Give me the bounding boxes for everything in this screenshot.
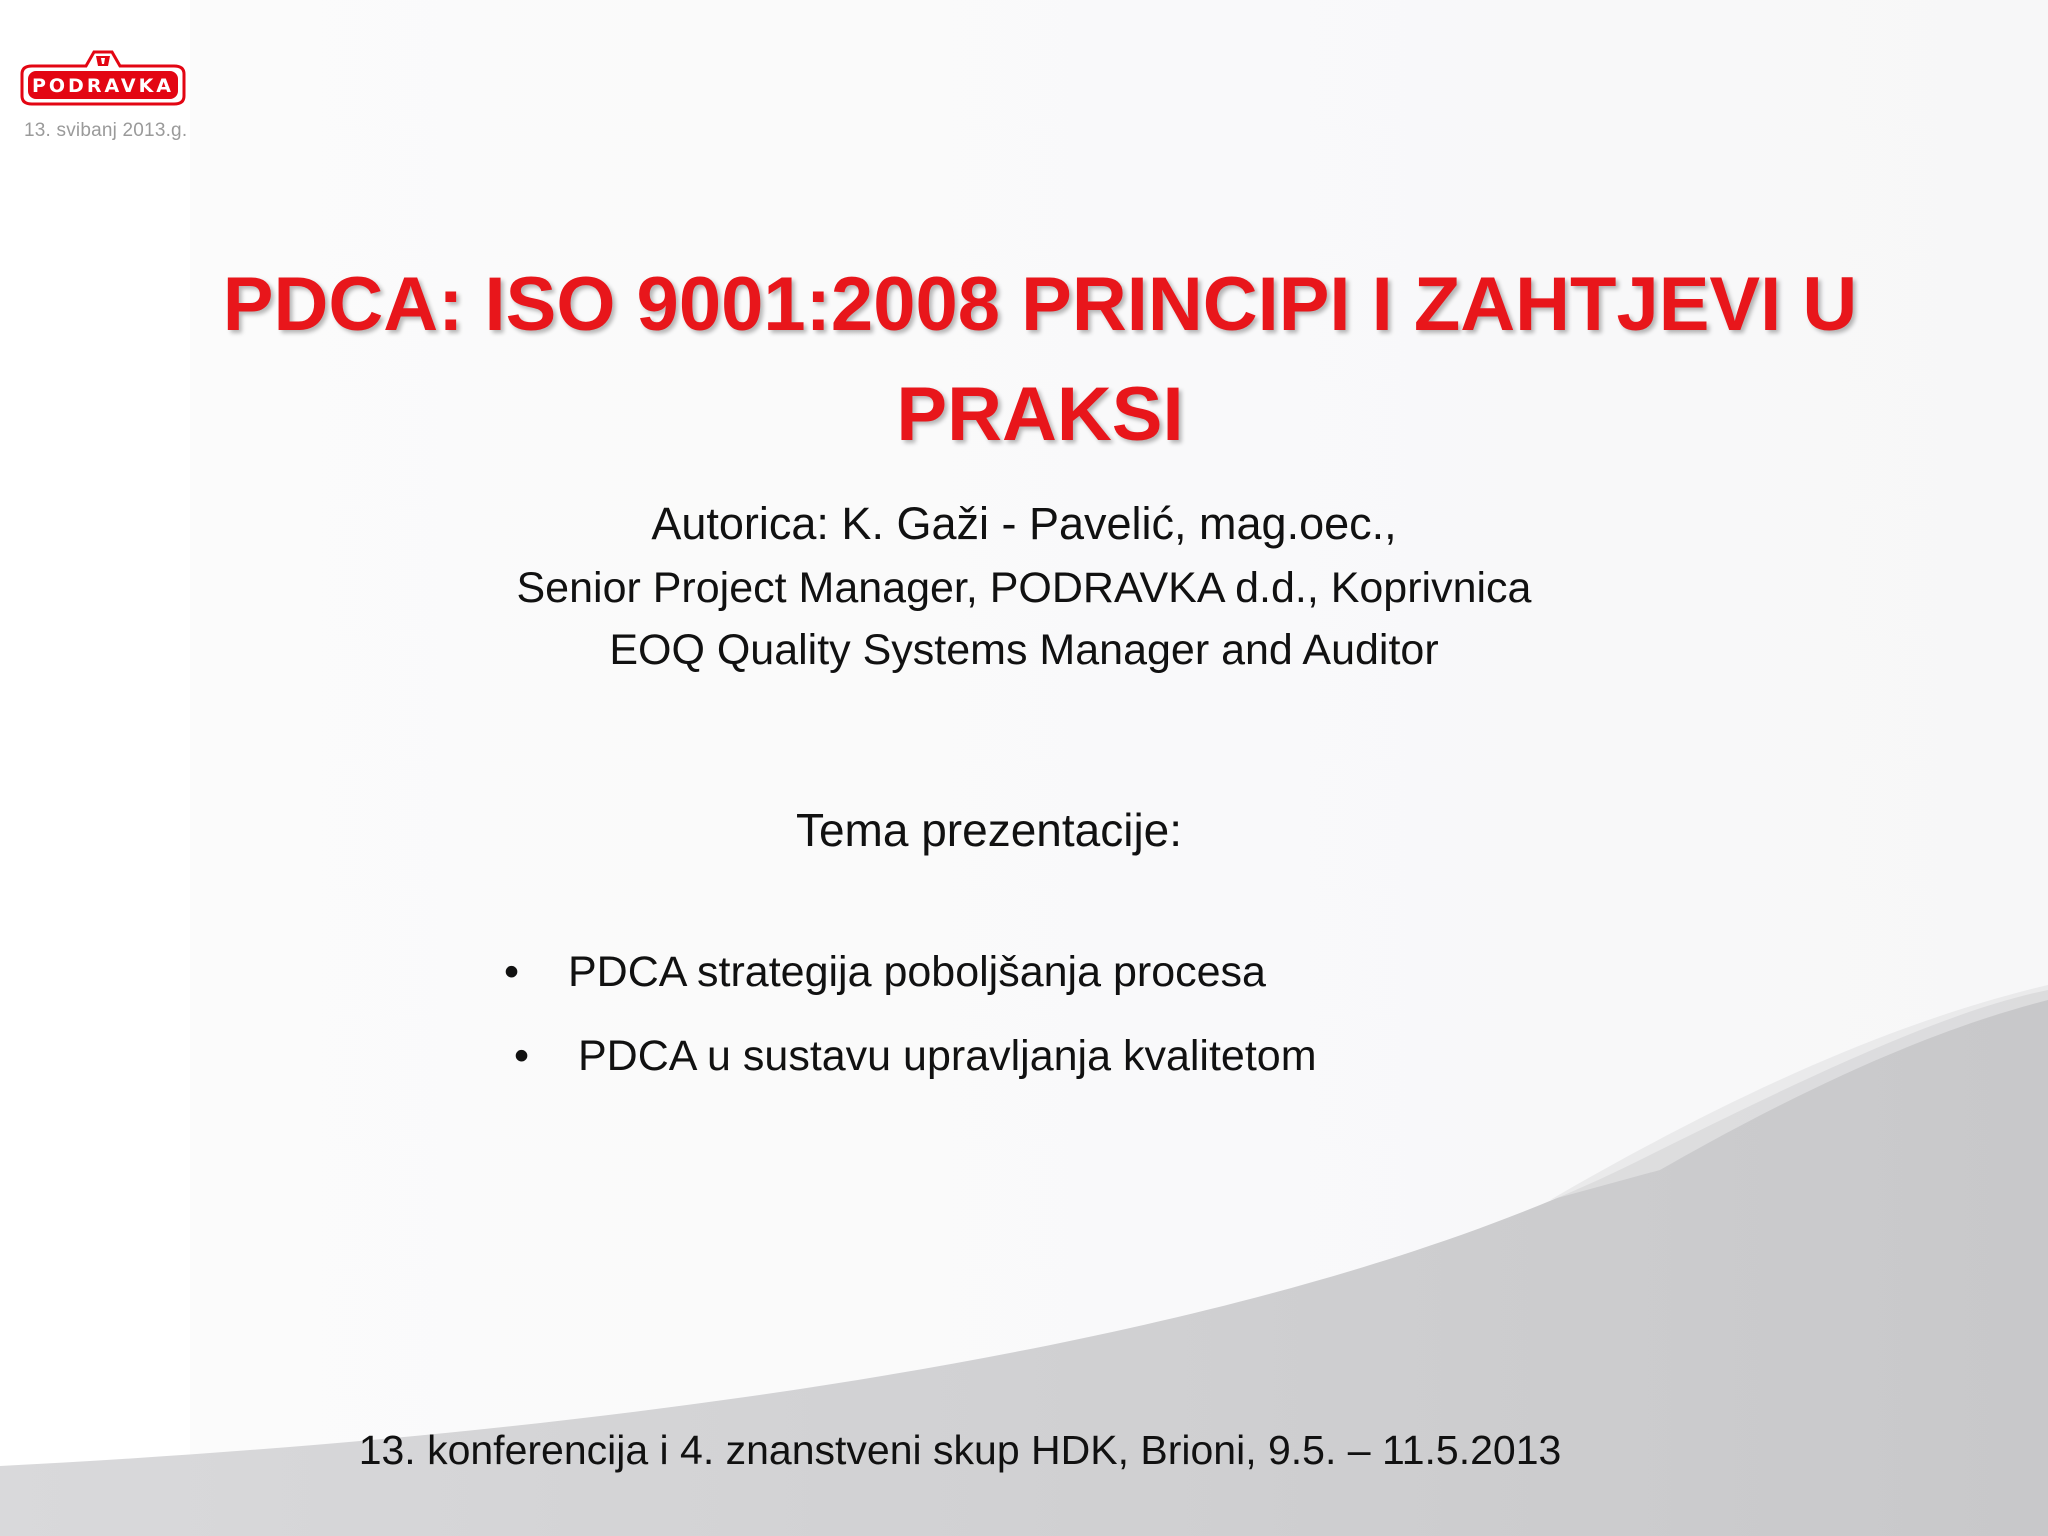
bullet-icon: •: [514, 1032, 530, 1080]
logo-text: PODRAVKA: [31, 75, 175, 97]
bullet-icon: •: [504, 948, 520, 996]
podravka-logo: [18, 46, 188, 118]
title-line-2: PRAKSI: [896, 372, 1184, 457]
author-name: Autorica: K. Gaži - Pavelić, mag.oec.,: [651, 498, 1397, 549]
date-label: 13. svibanj 2013.g.: [24, 120, 188, 141]
title-line-1: PDCA: ISO 9001:2008 PRINCIPI I ZAHTJEVI U: [222, 262, 1858, 347]
topic-heading: Tema prezentacije:: [795, 804, 1183, 856]
bullet-text: PDCA strategija poboljšanja procesa: [568, 948, 1266, 996]
author-role-2: EOQ Quality Systems Manager and Auditor: [609, 626, 1439, 674]
bullet-item: [514, 1028, 1414, 1088]
bullet-text: PDCA u sustavu upravljanja kvalitetom: [578, 1032, 1317, 1080]
bullet-item: [504, 944, 1404, 1004]
author-role-1: Senior Project Manager, PODRAVKA d.d., Koprivnica: [516, 564, 1532, 612]
footer-text: 13. konferencija i 4. znanstveni skup HDK, Brioni, 9.5. – 11.5.2013: [358, 1427, 1562, 1473]
slide-title: [160, 250, 1920, 470]
podravka-logo-icon: [18, 46, 188, 118]
